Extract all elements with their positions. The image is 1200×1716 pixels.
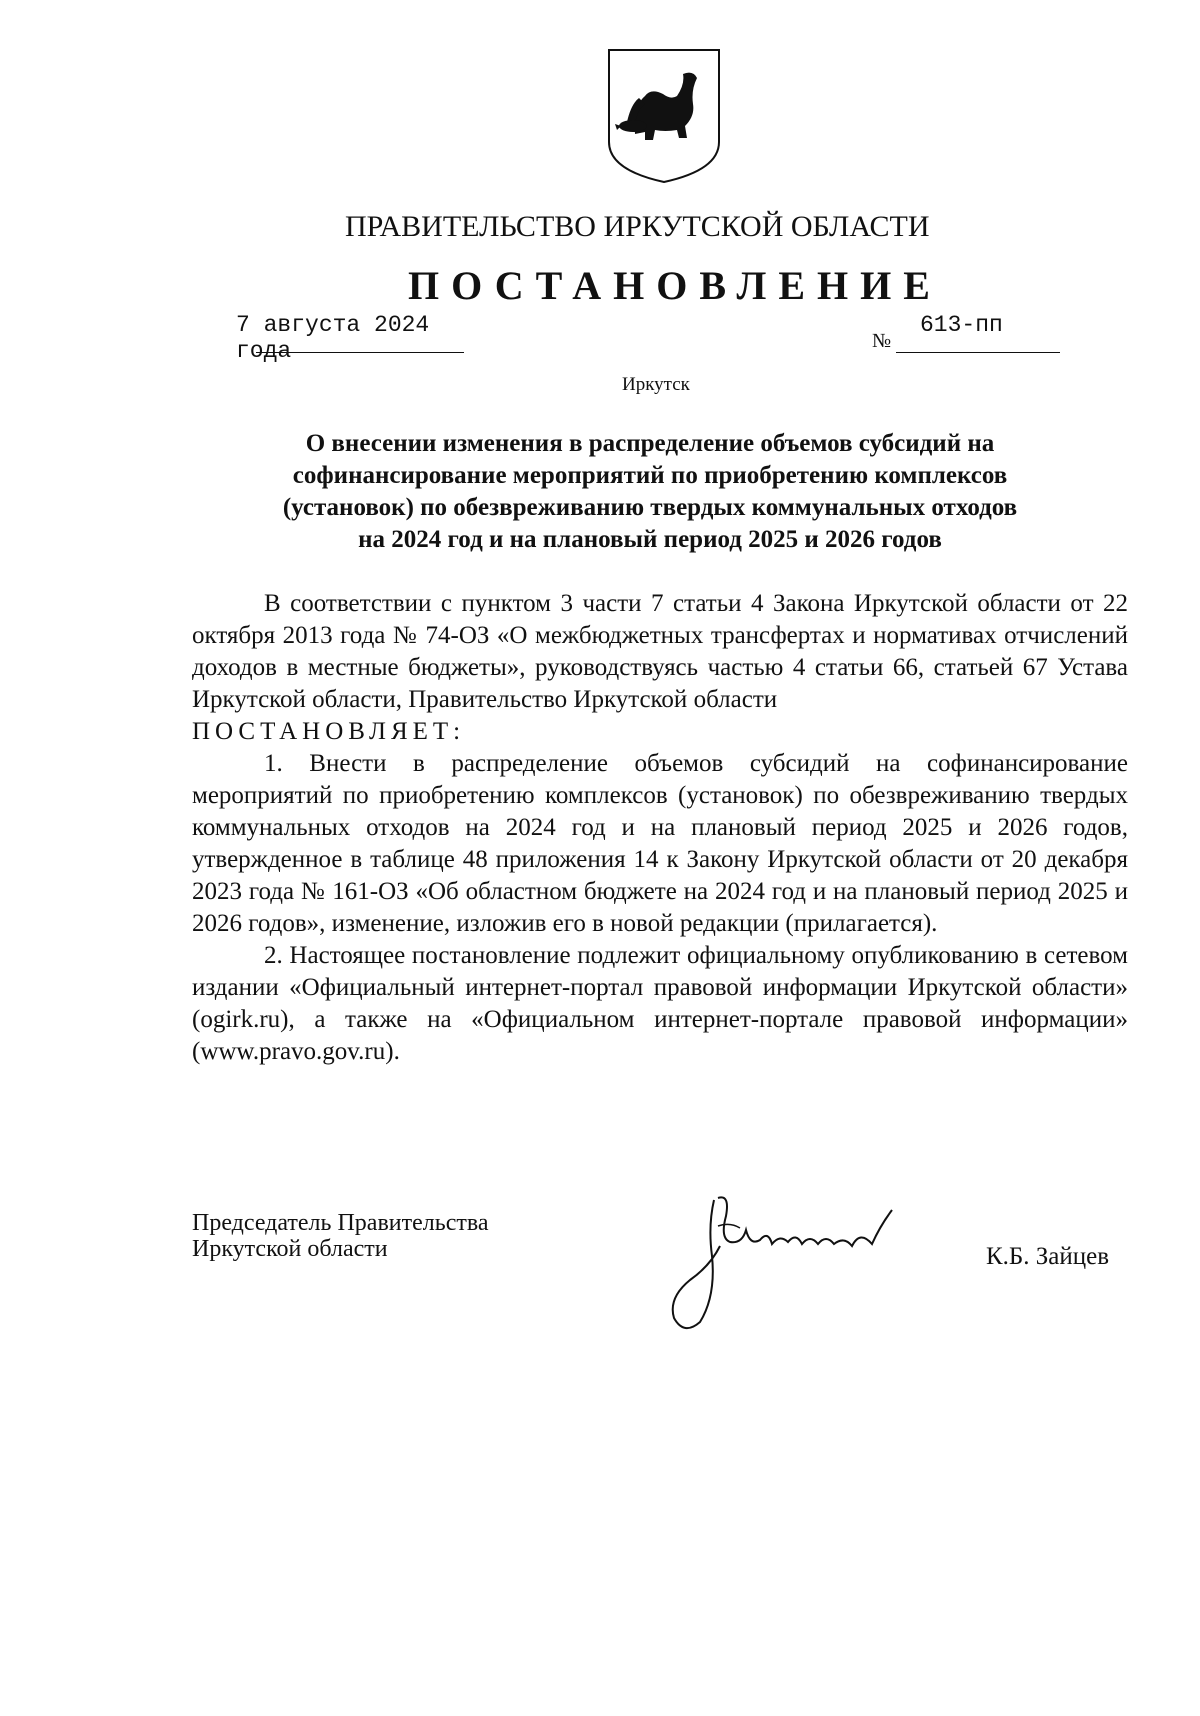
subject-line: (установок) по обезвреживанию твердых коммунальных отходов bbox=[282, 494, 1018, 521]
preamble-block bbox=[192, 588, 1128, 1068]
decree-number: 613-пп bbox=[920, 312, 1003, 338]
signer-name: К.Б. Зайцев bbox=[986, 1243, 1110, 1270]
signer-position bbox=[192, 1210, 489, 1262]
document-type: ПОСТАНОВЛЕНИЕ bbox=[408, 263, 942, 308]
item-1-paragraph: 1. Внести в распределение объемов субсидий на софинансирование мероприятий по приобретению комплексов (установок) по обезвреживанию твердых коммунальных отходов на 2024 год и на плановый период 2025 и 2026 годов, утвержденное в таблице 48 приложения 14 к Закону Иркутской области от 20 декабря 2023 года № 161-ОЗ «Об областном бюджете на 2024 год и на плановый период 2025 и 2026 годов», изменение, изложив его в новой редакции (прилагается). bbox=[192, 750, 1128, 937]
number-underline bbox=[896, 352, 1060, 353]
resolves-heading: ПОСТАНОВЛЯЕТ: bbox=[192, 718, 466, 745]
decree-subject bbox=[200, 428, 1100, 556]
subject-line: софинансирование мероприятий по приобретению комплексов bbox=[292, 462, 1008, 489]
signer-position-line: Председатель Правительства bbox=[192, 1210, 489, 1236]
coat-of-arms-icon bbox=[605, 46, 723, 186]
government-name: ПРАВИТЕЛЬСТВО ИРКУТСКОЙ ОБЛАСТИ bbox=[345, 210, 930, 243]
signer-position-line: Иркутской области bbox=[192, 1236, 388, 1262]
subject-line: О внесении изменения в распределение объемов субсидий на bbox=[305, 430, 995, 457]
city: Иркутск bbox=[622, 374, 690, 395]
handwritten-signature bbox=[660, 1186, 940, 1336]
item-2-paragraph: 2. Настоящее постановление подлежит официальному опубликованию в сетевом издании «Официальный интернет-портал правовой информации Иркутской области» (ogirk.ru), а также на «Официальном интернет-портале правовой информации» (www.pravo.gov.ru). bbox=[192, 942, 1128, 1065]
number-sign: № bbox=[872, 330, 892, 352]
preamble-paragraph: В соответствии с пунктом 3 части 7 статьи 4 Закона Иркутской области от 22 октября 2013 года № 74-ОЗ «О межбюджетных трансфертах и нормативах отчислений доходов в местные бюджеты», руководствуясь частью 4 статьи 66, статьей 67 Устава Иркутской области, Правительство Иркутской области bbox=[192, 590, 1128, 713]
subject-line: на 2024 год и на плановый период 2025 и 2026 годов bbox=[358, 526, 942, 553]
decree-date: 7 августа 2024 года bbox=[236, 312, 430, 364]
date-underline bbox=[256, 352, 464, 353]
